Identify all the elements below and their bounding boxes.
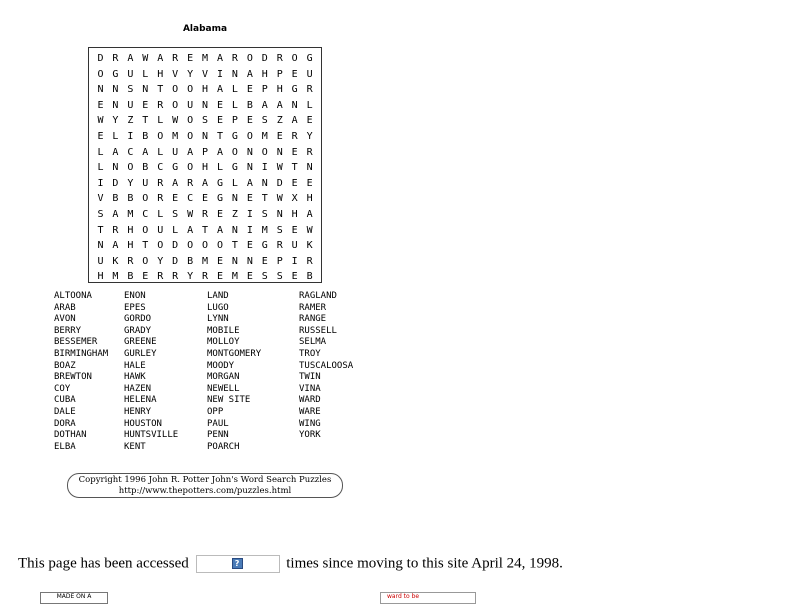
- copyright-link[interactable]: http://www.thepotters.com/puzzles.html: [118, 486, 292, 496]
- grid-letter: A: [291, 115, 298, 127]
- broken-image-icon: ?: [232, 558, 243, 569]
- grid-letter: R: [157, 271, 164, 283]
- word-list-item: TROY: [299, 348, 321, 359]
- grid-letter: B: [246, 99, 253, 111]
- word-list-item: WING: [299, 418, 321, 429]
- grid-letter: O: [157, 131, 164, 142]
- grid-letter: E: [246, 193, 253, 205]
- grid-letter: E: [291, 224, 298, 236]
- grid-letter: E: [291, 68, 298, 80]
- word-list-column-2: [124, 291, 178, 453]
- word-list-item: RAGLAND: [299, 291, 337, 301]
- grid-letter: N: [97, 84, 104, 96]
- word-list-item: ALTOONA: [54, 291, 92, 301]
- grid-letter: M: [172, 131, 179, 142]
- word-list-item: RAMER: [299, 302, 327, 313]
- grid-letter: P: [261, 84, 268, 96]
- grid-letter: U: [187, 99, 194, 111]
- grid-letter: B: [142, 131, 149, 142]
- copyright-text: Copyright 1996 John R. Potter John's Word Search Puzzles: [78, 475, 332, 485]
- word-list-item: COY: [54, 383, 71, 394]
- grid-letter: N: [246, 162, 253, 174]
- grid-letter: K: [306, 240, 313, 252]
- grid-letter: N: [276, 209, 283, 220]
- grid-letter: L: [97, 146, 104, 158]
- word-list-item: BOAZ: [54, 360, 76, 371]
- word-list-item: OPP: [207, 406, 224, 417]
- grid-letter: N: [142, 84, 149, 96]
- grid-letter: O: [246, 131, 253, 142]
- grid-letter: N: [306, 162, 313, 174]
- grid-letter: B: [112, 193, 119, 205]
- grid-letter: L: [157, 209, 164, 220]
- grid-letter: W: [187, 209, 194, 220]
- grid-letter: A: [187, 224, 194, 236]
- grid-letter: B: [127, 271, 134, 283]
- word-list-item: GORDO: [124, 314, 152, 325]
- grid-letter: B: [306, 271, 313, 283]
- grid-letter: C: [157, 162, 164, 174]
- grid-letter: Y: [187, 68, 194, 80]
- grid-letter: I: [127, 131, 134, 142]
- grid-letter: N: [112, 99, 119, 111]
- grid-letter: M: [112, 271, 119, 283]
- grid-letter: O: [142, 224, 149, 236]
- grid-letter: N: [231, 68, 238, 80]
- grid-letter: N: [202, 131, 209, 142]
- word-search-grid: [88, 47, 322, 283]
- grid-letter: U: [97, 255, 104, 267]
- grid-letter: N: [97, 240, 104, 252]
- grid-letter: S: [261, 209, 268, 220]
- word-list-item: TUSCALOOSA: [299, 360, 354, 371]
- grid-letter: Z: [231, 209, 238, 220]
- word-list-item: ELBA: [54, 441, 76, 452]
- grid-letter: R: [112, 53, 119, 64]
- grid-letter: E: [246, 240, 253, 252]
- grid-letter: O: [187, 162, 194, 174]
- grid-letter: T: [216, 131, 223, 142]
- word-list-item: ENON: [124, 291, 146, 301]
- grid-letter: A: [216, 146, 223, 158]
- grid-letter: E: [142, 271, 149, 283]
- grid-letter: H: [127, 240, 134, 252]
- grid-letter: A: [216, 53, 223, 64]
- word-list-item: DORA: [54, 418, 76, 429]
- award-badge[interactable]: ward to be: [380, 592, 476, 604]
- grid-letter: Y: [127, 177, 134, 189]
- word-list-item: DOTHAN: [54, 430, 87, 441]
- word-list-item: GRADY: [124, 325, 152, 336]
- grid-letter: R: [172, 53, 179, 64]
- grid-letter: G: [306, 53, 313, 64]
- grid-letter: I: [246, 209, 253, 220]
- word-list-column-3: [207, 291, 261, 453]
- word-list-column-4: [299, 291, 353, 442]
- grid-letter: H: [157, 68, 164, 80]
- grid-letter: I: [216, 68, 223, 80]
- grid-letter: D: [276, 177, 283, 189]
- grid-letter: A: [112, 209, 119, 220]
- grid-letter: U: [127, 99, 134, 111]
- grid-letter: T: [97, 224, 104, 236]
- grid-letter: O: [187, 84, 194, 96]
- grid-letter: A: [216, 84, 223, 96]
- grid-letter: T: [291, 162, 298, 174]
- grid-letter: L: [231, 99, 238, 111]
- grid-letter: R: [202, 271, 209, 283]
- word-list-item: CUBA: [54, 395, 76, 406]
- grid-letter: E: [291, 271, 298, 283]
- grid-letter: E: [202, 193, 209, 205]
- grid-letter: O: [187, 131, 194, 142]
- word-list-item: WARD: [299, 395, 321, 406]
- grid-row: [89, 268, 321, 286]
- grid-letter: Y: [306, 131, 313, 142]
- grid-letter: M: [202, 255, 209, 267]
- grid-letter: P: [276, 68, 283, 80]
- grid-letter: N: [112, 84, 119, 96]
- grid-letter: S: [276, 271, 283, 283]
- grid-letter: H: [261, 68, 268, 80]
- grid-letter: R: [306, 146, 313, 158]
- grid-letter: R: [112, 224, 119, 236]
- grid-letter: H: [202, 162, 209, 174]
- word-list-item: GURLEY: [124, 348, 157, 359]
- word-list-item: HOUSTON: [124, 418, 162, 429]
- grid-letter: V: [172, 68, 179, 80]
- grid-letter: O: [261, 146, 268, 158]
- grid-letter: W: [276, 162, 283, 174]
- hit-counter: [196, 555, 280, 573]
- grid-letter: P: [231, 115, 238, 127]
- grid-letter: E: [172, 193, 179, 205]
- word-list-item: NEWELL: [207, 383, 240, 394]
- word-list-item: MOODY: [207, 360, 235, 371]
- grid-letter: L: [216, 162, 223, 174]
- grid-letter: E: [246, 271, 253, 283]
- grid-letter: R: [157, 177, 164, 189]
- grid-letter: E: [261, 255, 268, 267]
- grid-letter: O: [97, 68, 104, 80]
- grid-letter: U: [172, 146, 179, 158]
- grid-letter: O: [172, 99, 179, 111]
- grid-letter: A: [187, 146, 194, 158]
- word-list-item: MORGAN: [207, 372, 240, 383]
- word-list-item: HAZEN: [124, 383, 152, 394]
- grid-letter: D: [172, 255, 179, 267]
- grid-letter: H: [127, 224, 134, 236]
- made-on-badge[interactable]: MADE ON A: [40, 592, 108, 604]
- access-text-before: This page has been accessed: [18, 555, 189, 572]
- grid-letter: N: [261, 177, 268, 189]
- grid-letter: D: [261, 53, 268, 64]
- grid-letter: E: [291, 146, 298, 158]
- grid-letter: R: [127, 255, 134, 267]
- grid-letter: W: [142, 53, 149, 64]
- grid-letter: E: [246, 84, 253, 96]
- word-list-item: GREENE: [124, 337, 157, 348]
- word-list-item: MOLLOY: [207, 337, 240, 348]
- grid-letter: O: [187, 240, 194, 252]
- grid-letter: L: [157, 115, 164, 127]
- grid-letter: M: [231, 271, 238, 283]
- grid-letter: N: [246, 146, 253, 158]
- grid-letter: L: [231, 84, 238, 96]
- grid-letter: A: [127, 53, 134, 64]
- access-counter-line: [18, 553, 563, 574]
- copyright-box: [67, 473, 343, 498]
- grid-letter: N: [231, 224, 238, 236]
- grid-letter: L: [112, 131, 119, 142]
- word-list-item: VINA: [299, 383, 321, 394]
- grid-letter: A: [261, 99, 268, 111]
- grid-letter: M: [127, 209, 134, 220]
- grid-letter: R: [306, 84, 313, 96]
- grid-letter: A: [157, 53, 164, 64]
- grid-letter: S: [97, 209, 104, 220]
- grid-letter: T: [142, 115, 149, 127]
- grid-letter: T: [142, 240, 149, 252]
- grid-letter: A: [142, 146, 149, 158]
- grid-letter: W: [97, 115, 104, 127]
- grid-letter: D: [97, 53, 104, 64]
- word-list-item: HALE: [124, 360, 146, 371]
- grid-letter: A: [216, 224, 223, 236]
- grid-letter: N: [246, 255, 253, 267]
- word-list-item: PAUL: [207, 418, 229, 429]
- grid-letter: L: [306, 99, 313, 111]
- grid-letter: I: [291, 255, 298, 267]
- grid-letter: E: [97, 131, 104, 142]
- grid-letter: E: [216, 115, 223, 127]
- grid-letter: H: [306, 193, 313, 205]
- grid-letter: E: [97, 99, 104, 111]
- grid-letter: O: [142, 255, 149, 267]
- grid-letter: S: [127, 84, 134, 96]
- grid-letter: R: [276, 240, 283, 252]
- grid-letter: C: [142, 209, 149, 220]
- grid-letter: R: [187, 177, 194, 189]
- word-list-item: RANGE: [299, 314, 327, 325]
- grid-letter: H: [202, 84, 209, 96]
- grid-letter: W: [276, 193, 283, 205]
- grid-letter: O: [157, 240, 164, 252]
- grid-letter: R: [172, 271, 179, 283]
- grid-letter: T: [157, 84, 164, 96]
- word-list-item: EPES: [124, 302, 146, 313]
- grid-letter: G: [231, 131, 238, 142]
- grid-letter: S: [261, 271, 268, 283]
- word-list-item: HENRY: [124, 406, 152, 417]
- grid-letter: P: [276, 255, 283, 267]
- grid-letter: N: [231, 255, 238, 267]
- grid-letter: E: [291, 177, 298, 189]
- grid-letter: N: [291, 99, 298, 111]
- grid-letter: V: [202, 68, 209, 80]
- grid-letter: U: [142, 177, 149, 189]
- word-list-item: ARAB: [54, 302, 76, 313]
- grid-letter: Y: [112, 115, 119, 127]
- grid-letter: P: [202, 146, 209, 158]
- grid-letter: I: [246, 224, 253, 236]
- grid-letter: H: [276, 84, 283, 96]
- grid-letter: U: [306, 68, 313, 80]
- grid-letter: E: [216, 209, 223, 220]
- grid-letter: E: [187, 53, 194, 64]
- word-list-item: AVON: [54, 314, 76, 325]
- word-list-column-1: [54, 291, 108, 453]
- grid-letter: E: [306, 177, 313, 189]
- grid-letter: Y: [157, 255, 164, 267]
- grid-letter: D: [172, 240, 179, 252]
- word-list-item: LAND: [207, 291, 229, 301]
- grid-letter: O: [172, 84, 179, 96]
- grid-letter: H: [291, 209, 298, 220]
- grid-letter: M: [202, 53, 209, 64]
- grid-letter: I: [97, 177, 104, 189]
- grid-letter: C: [127, 146, 134, 158]
- grid-letter: S: [276, 224, 283, 236]
- grid-letter: L: [97, 162, 104, 174]
- word-list-item: BREWTON: [54, 372, 92, 383]
- word-list-item: TWIN: [299, 372, 321, 383]
- word-list-item: HAWK: [124, 372, 146, 383]
- grid-letter: O: [127, 162, 134, 174]
- grid-letter: A: [202, 177, 209, 189]
- grid-letter: Z: [276, 115, 283, 127]
- grid-letter: X: [291, 193, 298, 205]
- grid-letter: E: [246, 115, 253, 127]
- grid-letter: O: [231, 146, 238, 158]
- grid-letter: L: [142, 68, 149, 80]
- grid-letter: M: [261, 224, 268, 236]
- grid-letter: S: [261, 115, 268, 127]
- grid-letter: G: [231, 162, 238, 174]
- word-list-item: KENT: [124, 441, 146, 452]
- grid-letter: G: [291, 84, 298, 96]
- grid-letter: S: [202, 115, 209, 127]
- grid-letter: I: [261, 162, 268, 174]
- grid-letter: V: [97, 193, 104, 205]
- puzzle-title: Alabama: [182, 24, 228, 34]
- grid-letter: R: [231, 53, 238, 64]
- grid-letter: G: [261, 240, 268, 252]
- word-list-item: LUGO: [207, 302, 229, 313]
- word-list-item: PENN: [207, 430, 229, 441]
- grid-letter: A: [172, 177, 179, 189]
- grid-letter: T: [261, 193, 268, 205]
- grid-letter: U: [157, 224, 164, 236]
- word-list-item: BESSEMER: [54, 337, 98, 348]
- grid-letter: W: [306, 224, 313, 236]
- grid-letter: E: [306, 115, 313, 127]
- grid-letter: N: [112, 162, 119, 174]
- grid-letter: O: [142, 193, 149, 205]
- grid-letter: T: [202, 224, 209, 236]
- grid-letter: A: [246, 68, 253, 80]
- word-list-item: DALE: [54, 406, 76, 417]
- grid-letter: K: [112, 255, 119, 267]
- grid-letter: N: [231, 193, 238, 205]
- grid-letter: R: [291, 131, 298, 142]
- grid-letter: G: [172, 162, 179, 174]
- grid-letter: S: [172, 209, 179, 220]
- word-list-item: NEW SITE: [207, 395, 251, 406]
- grid-letter: Y: [187, 271, 194, 283]
- grid-letter: O: [216, 240, 223, 252]
- grid-letter: N: [202, 99, 209, 111]
- grid-letter: R: [157, 99, 164, 111]
- word-list-item: HELENA: [124, 395, 157, 406]
- grid-letter: A: [276, 99, 283, 111]
- grid-letter: E: [216, 99, 223, 111]
- word-list-item: LYNN: [207, 314, 229, 325]
- grid-letter: T: [231, 240, 238, 252]
- grid-letter: B: [127, 193, 134, 205]
- grid-letter: L: [157, 146, 164, 158]
- grid-letter: O: [246, 53, 253, 64]
- word-list-item: MOBILE: [207, 325, 240, 336]
- grid-letter: O: [202, 240, 209, 252]
- word-list-item: RUSSELL: [299, 325, 337, 336]
- grid-letter: D: [112, 177, 119, 189]
- grid-letter: U: [127, 68, 134, 80]
- grid-letter: A: [306, 209, 313, 220]
- grid-letter: L: [231, 177, 238, 189]
- grid-letter: A: [112, 240, 119, 252]
- grid-letter: H: [97, 271, 104, 283]
- grid-letter: E: [216, 271, 223, 283]
- grid-letter: E: [216, 255, 223, 267]
- grid-letter: M: [261, 131, 268, 142]
- grid-letter: R: [276, 53, 283, 64]
- word-list-item: SELMA: [299, 337, 327, 348]
- word-list-item: BIRMINGHAM: [54, 348, 109, 359]
- grid-letter: Z: [127, 115, 134, 127]
- word-list-item: YORK: [299, 430, 321, 441]
- word-list-item: MONTGOMERY: [207, 348, 262, 359]
- grid-letter: G: [216, 193, 223, 205]
- word-list-item: WARE: [299, 406, 321, 417]
- word-list-item: BERRY: [54, 325, 82, 336]
- grid-letter: B: [187, 255, 194, 267]
- grid-letter: R: [157, 193, 164, 205]
- grid-letter: U: [291, 240, 298, 252]
- grid-letter: R: [202, 209, 209, 220]
- word-list-item: HUNTSVILLE: [124, 430, 179, 441]
- grid-letter: R: [306, 255, 313, 267]
- grid-letter: O: [291, 53, 298, 64]
- grid-letter: E: [276, 131, 283, 142]
- access-text-after: times since moving to this site April 24, 1998.: [286, 555, 563, 572]
- grid-letter: G: [216, 177, 223, 189]
- grid-letter: G: [112, 68, 119, 80]
- grid-letter: O: [187, 115, 194, 127]
- grid-letter: A: [112, 146, 119, 158]
- word-list-item: POARCH: [207, 441, 240, 452]
- grid-letter: N: [276, 146, 283, 158]
- grid-letter: B: [142, 162, 149, 174]
- grid-letter: E: [142, 99, 149, 111]
- grid-letter: L: [172, 224, 179, 236]
- grid-letter: A: [246, 177, 253, 189]
- grid-letter: W: [172, 115, 179, 127]
- grid-letter: C: [187, 193, 194, 205]
